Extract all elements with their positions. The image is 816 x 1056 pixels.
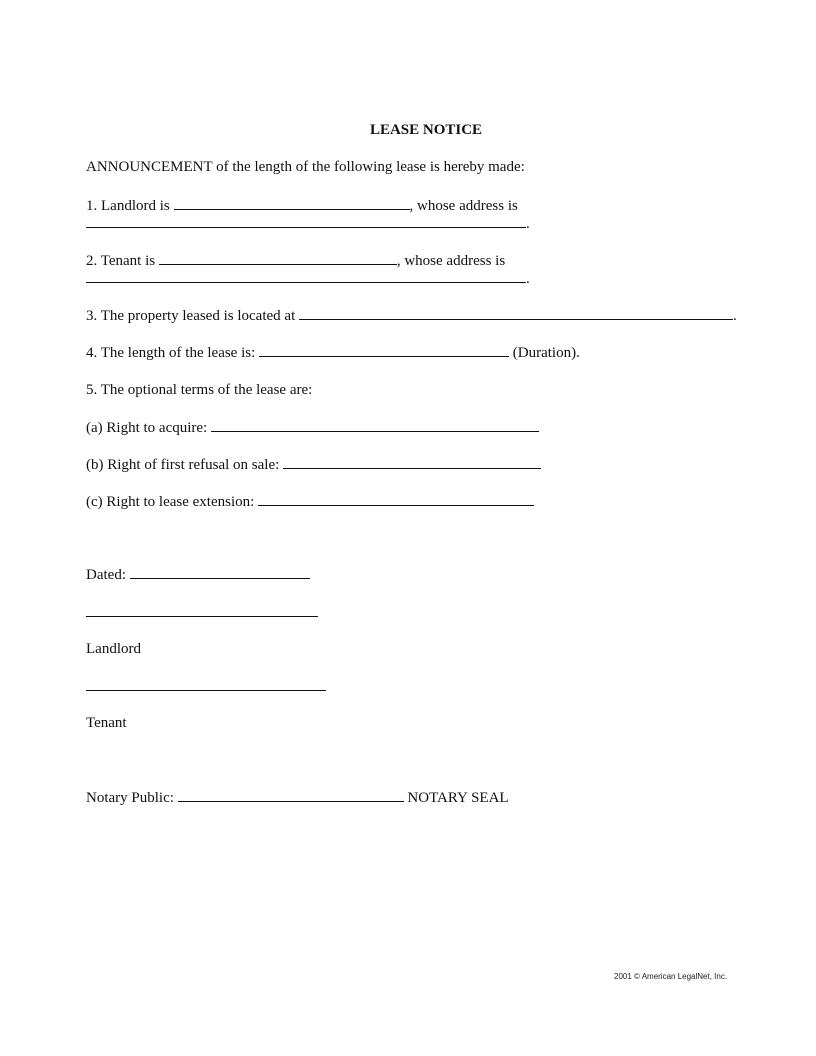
- optional-terms-heading: 5. The optional terms of the lease are:: [86, 382, 313, 398]
- property-location-blank[interactable]: [299, 306, 733, 320]
- option-b-line: [86, 455, 541, 474]
- document-title: LEASE NOTICE: [369, 122, 483, 138]
- landlord-address-line: [86, 214, 530, 233]
- option-a-label: (a) Right to acquire:: [86, 420, 208, 436]
- option-a-line: [86, 418, 539, 437]
- tenant-address-label: , whose address is: [396, 253, 506, 269]
- option-b-blank[interactable]: [283, 455, 541, 469]
- tenant-line: [86, 251, 505, 270]
- option-b-label: (b) Right of first refusal on sale:: [86, 457, 280, 473]
- landlord-address-blank[interactable]: [86, 214, 526, 228]
- tenant-signature-line: [86, 677, 326, 696]
- copyright-footer: 2001 © American LegalNet, Inc.: [614, 972, 728, 981]
- property-prefix: 3. The property leased is located at: [86, 308, 296, 324]
- landlord-address-label: , whose address is: [409, 198, 518, 214]
- tenant-address-blank[interactable]: [86, 269, 526, 283]
- option-c-label: (c) Right to lease extension:: [86, 494, 255, 510]
- notary-seal-label: NOTARY SEAL: [407, 790, 509, 806]
- notary-line: [86, 788, 509, 807]
- landlord-signature-line: [86, 603, 318, 622]
- announcement-text: ANNOUNCEMENT of the length of the following lease is hereby made:: [86, 159, 525, 175]
- landlord-signature-blank[interactable]: [86, 603, 318, 617]
- tenant-prefix: 2. Tenant is: [86, 253, 156, 269]
- dated-line: [86, 565, 310, 584]
- length-prefix: 4. The length of the lease is:: [86, 345, 256, 361]
- dated-blank[interactable]: [130, 565, 310, 579]
- tenant-address-end: .: [526, 271, 530, 287]
- property-line: [86, 306, 737, 325]
- tenant-signature-label: Tenant: [86, 715, 127, 731]
- landlord-line: [86, 196, 518, 215]
- property-end: .: [732, 308, 737, 324]
- length-line: [86, 343, 580, 362]
- option-c-line: [86, 492, 534, 511]
- length-blank[interactable]: [259, 343, 509, 357]
- tenant-signature-blank[interactable]: [86, 677, 326, 691]
- landlord-name-blank[interactable]: [174, 196, 410, 210]
- landlord-address-end: .: [526, 216, 530, 232]
- option-a-blank[interactable]: [211, 418, 539, 432]
- landlord-prefix: 1. Landlord is: [86, 198, 170, 214]
- duration-label: (Duration).: [512, 345, 580, 361]
- dated-label: Dated:: [86, 567, 126, 583]
- notary-label: Notary Public:: [86, 790, 174, 806]
- tenant-name-blank[interactable]: [159, 251, 397, 265]
- option-c-blank[interactable]: [258, 492, 534, 506]
- landlord-signature-label: Landlord: [86, 641, 141, 657]
- notary-blank[interactable]: [178, 788, 404, 802]
- tenant-address-line: [86, 269, 530, 288]
